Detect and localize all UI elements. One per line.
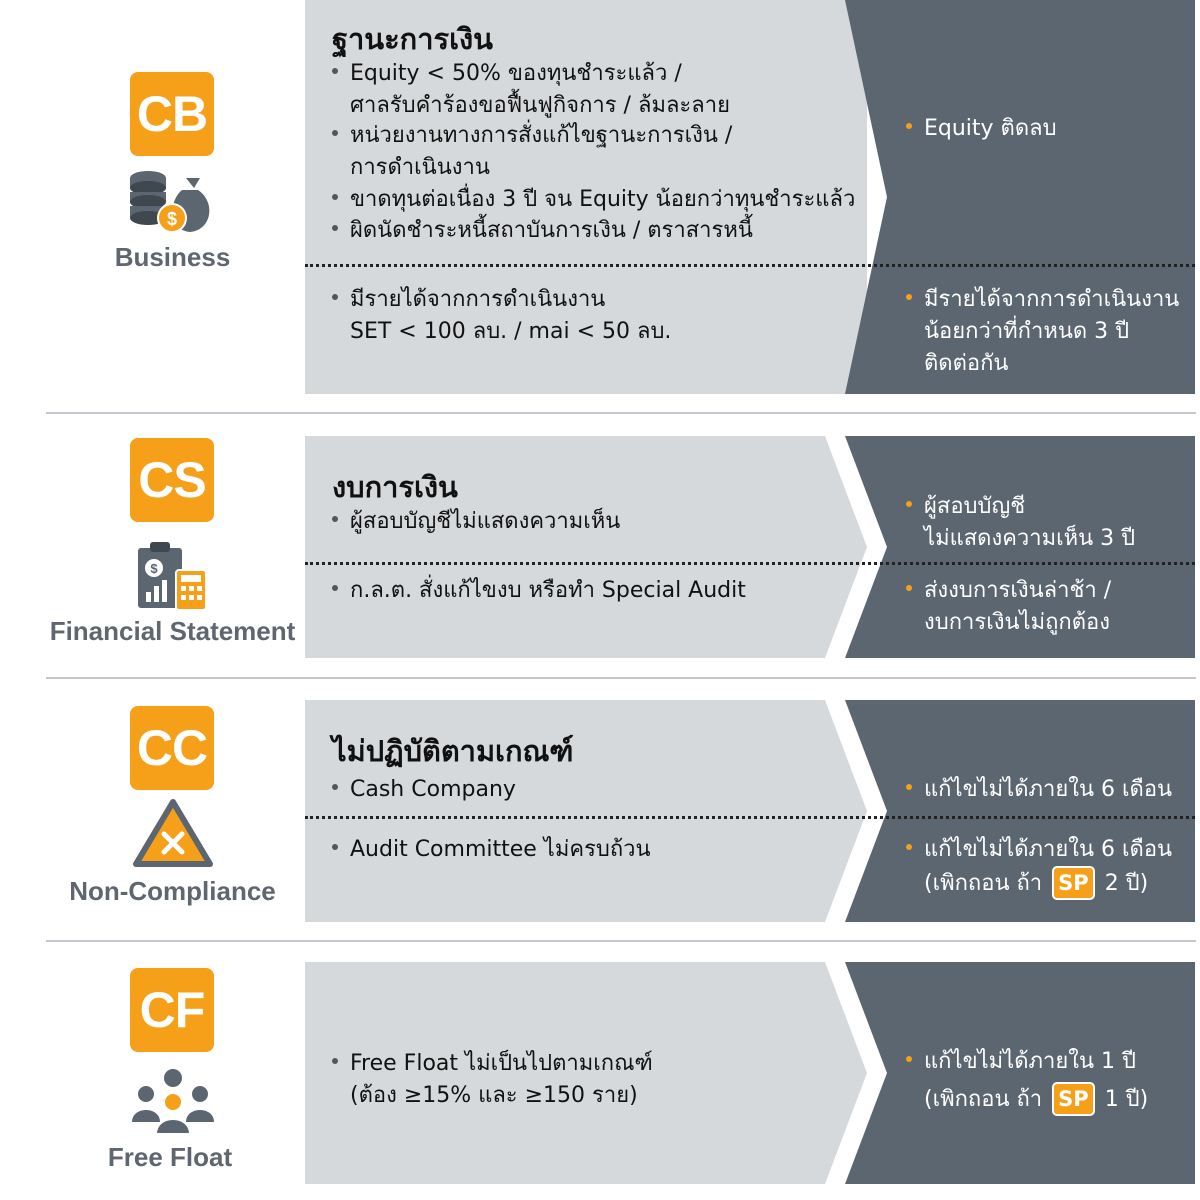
bullet-continuous-loss: ขาดทุนต่อเนื่อง 3 ปี จน Equity น้อยกว่าทุนชำระแล้ว (332, 184, 855, 216)
bullet-equity: Equity < 50% ของทุนชำระแล้ว / ศาลรับคำร้องขอฟื้นฟูกิจการ / ล้มละลาย (332, 58, 730, 122)
right-equity-negative: Equity ติดลบ (906, 113, 1057, 145)
category-label-financial-statement: Financial Statement (49, 616, 296, 646)
bullet-auditor-no-opinion: ผู้สอบบัญชีไม่แสดงความเห็น (332, 506, 620, 538)
dotted-separator (305, 264, 1195, 267)
row-divider (46, 940, 1196, 942)
sp-badge: SP (1052, 1082, 1095, 1116)
right-fix-6-months: แก้ไขไม่ได้ภายใน 6 เดือน (906, 774, 1172, 806)
badge-cc: CC (130, 706, 214, 790)
sp-badge: SP (1052, 866, 1095, 900)
warning-triangle-x-icon (132, 798, 214, 870)
category-label-business: Business (114, 242, 231, 272)
dotted-separator (305, 816, 1195, 819)
title-financial-position: ฐานะการเงิน (332, 22, 494, 56)
bullet-audit-committee: Audit Committee ไม่ครบถ้วน (332, 834, 651, 866)
coins-money-bag-icon (128, 168, 218, 236)
row-financial-statement (0, 436, 1200, 658)
right-late-statement: ส่งงบการเงินล่าช้า / งบการเงินไม่ถูกต้อง (906, 575, 1111, 639)
right-revenue-below: มีรายได้จากการดำเนินงาน น้อยกว่าที่กำหนด 3 ปี ติดต่อกัน (906, 284, 1179, 380)
bullet-debt-default: ผิดนัดชำระหนี้สถาบันการเงิน / ตราสารหนี้ (332, 215, 753, 247)
category-label-free-float: Free Float (107, 1142, 233, 1172)
right-fix-1-year: แก้ไขไม่ได้ภายใน 1 ปี (เพิกถอน ถ้า SP 1 ปี) (906, 1046, 1148, 1116)
row-non-compliance (0, 700, 1200, 922)
bullet-free-float: Free Float ไม่เป็นไปตามเกณฑ์ (ต้อง ≥15% และ ≥150 ราย) (332, 1048, 653, 1112)
clipboard-calculator-icon (136, 540, 208, 612)
row-free-float (0, 962, 1200, 1184)
group-people-icon (128, 1066, 218, 1136)
title-financial-statement: งบการเงิน (332, 470, 458, 504)
category-label-non-compliance: Non-Compliance (69, 876, 276, 906)
dotted-separator (305, 562, 1195, 565)
title-non-compliance: ไม่ปฏิบัติตามเกณฑ์ (332, 734, 574, 768)
bullet-operating-revenue: มีรายได้จากการดำเนินงาน SET < 100 ลบ. / mai < 50 ลบ. (332, 284, 671, 348)
badge-cb: CB (130, 72, 214, 156)
bullet-agency-order: หน่วยงานทางการสั่งแก้ไขฐานะการเงิน / การดำเนินงาน (332, 120, 732, 184)
badge-cs: CS (130, 438, 214, 522)
right-auditor-3-years: ผู้สอบบัญชี ไม่แสดงความเห็น 3 ปี (906, 491, 1135, 555)
bullet-cash-company: Cash Company (332, 774, 516, 806)
svg-text:$: $ (166, 209, 178, 229)
right-fix-6-months-delist: แก้ไขไม่ได้ภายใน 6 เดือน (เพิกถอน ถ้า SP 2 ปี) (906, 834, 1172, 900)
badge-cf: CF (130, 968, 214, 1052)
svg-text:$: $ (150, 561, 158, 576)
row-business (0, 0, 1200, 394)
row-divider (46, 412, 1196, 414)
row-divider (46, 677, 1196, 679)
bullet-sec-order: ก.ล.ต. สั่งแก้ไขงบ หรือทำ Special Audit (332, 575, 746, 607)
